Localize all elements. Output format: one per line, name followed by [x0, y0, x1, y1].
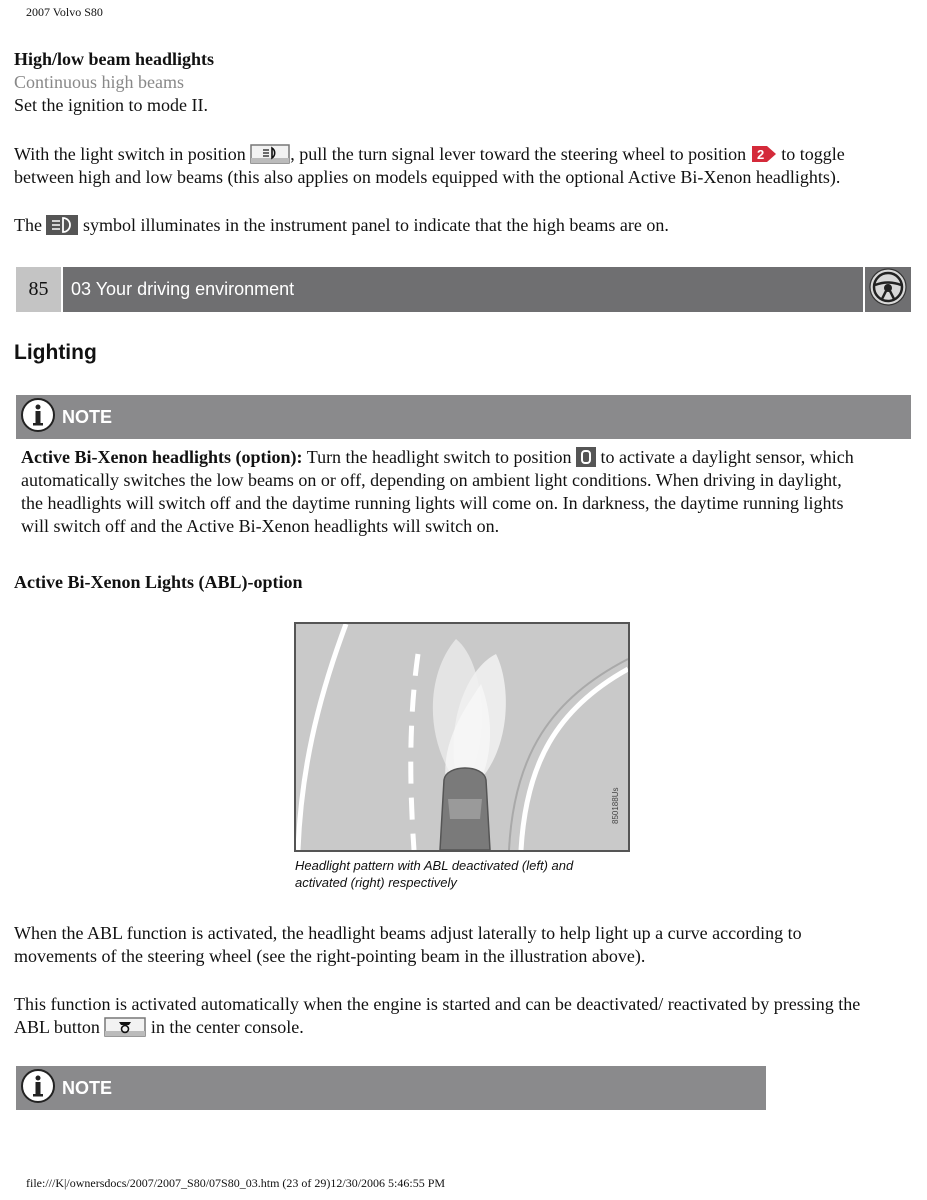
abl-button-paragraph — [14, 1016, 304, 1043]
abl-button-icon — [104, 1017, 146, 1043]
headlight-pattern-illustration — [294, 622, 630, 852]
info-icon — [20, 397, 56, 438]
chapter-title — [63, 267, 863, 312]
note-text-line: the headlights will switch off and the daytime running lights will come on. In darkness, the daytime running lights — [21, 493, 844, 513]
paragraph-text: With the light switch in position — [14, 144, 246, 164]
file-path-footer: file:///K|/ownersdocs/2007/2007_S80/07S80_03.htm (23 of 29)12/30/2006 5:46:55 PM — [26, 1176, 446, 1190]
note-text-line: automatically switches the low beams on or off, depending on ambient light conditions. When driving in daylight, — [21, 470, 842, 490]
note-bar — [16, 395, 911, 439]
abl-paragraph-line: This function is activated automatically when the engine is started and can be deactivated/ reactivated by pressing the — [14, 994, 861, 1014]
section-heading-lighting: Lighting — [14, 341, 97, 364]
abl-paragraph-line: movements of the steering wheel (see the right-pointing beam in the illustration above). — [14, 946, 646, 966]
paragraph-text: in the center console. — [150, 1017, 304, 1037]
paragraph-line: between high and low beams (this also applies on models equipped with the optional Active Bi-Xenon headlights). — [14, 167, 841, 187]
info-icon — [20, 1068, 56, 1109]
paragraph-text: to toggle — [781, 144, 845, 164]
paragraph-text: , pull the turn signal lever toward the steering wheel to position — [290, 144, 747, 164]
note-text-part: to activate a daylight sensor, which — [600, 447, 854, 467]
paragraph-high-beam-indicator — [14, 214, 669, 241]
page-number: 85 — [16, 267, 61, 312]
abl-paragraph-line: When the ABL function is activated, the headlight beams adjust laterally to help light up a curve according to — [14, 923, 802, 943]
figure-caption-line: Headlight pattern with ABL deactivated (left) and — [295, 858, 574, 873]
chapter-icon-container — [865, 267, 911, 312]
note-label: NOTE — [62, 1077, 113, 1098]
figure-caption-line: activated (right) respectively — [295, 875, 457, 890]
high-beam-indicator-icon — [46, 215, 78, 241]
chapter-title-text: 03 Your driving environment — [71, 279, 295, 299]
paragraph-text: ABL button — [14, 1017, 100, 1037]
note-bold-lead: Active Bi-Xenon headlights (option): — [21, 447, 303, 467]
note-bar — [16, 1066, 766, 1110]
paragraph-text: symbol illuminates in the instrument panel to indicate that the high beams are on. — [82, 215, 669, 235]
steering-wheel-icon — [869, 268, 907, 311]
step-text: Set the ignition to mode II. — [14, 95, 208, 115]
section-title-high-low-beam: High/low beam headlights — [14, 49, 215, 69]
figure-code: 850188Us — [611, 787, 620, 824]
note-label: NOTE — [62, 406, 113, 427]
note-text-part: Turn the headlight switch to position — [306, 447, 572, 467]
subsection-heading-abl: Active Bi-Xenon Lights (ABL)-option — [14, 572, 303, 592]
document-header: 2007 Volvo S80 — [26, 5, 103, 19]
note-text-line: will switch off and the Active Bi-Xenon headlights will switch on. — [21, 516, 500, 536]
chapter-bar — [16, 267, 911, 312]
paragraph-text: The — [14, 215, 42, 235]
svg-text:2: 2 — [756, 147, 764, 162]
figure-caption — [295, 857, 655, 891]
subsection-title-continuous-high-beams: Continuous high beams — [14, 72, 184, 92]
